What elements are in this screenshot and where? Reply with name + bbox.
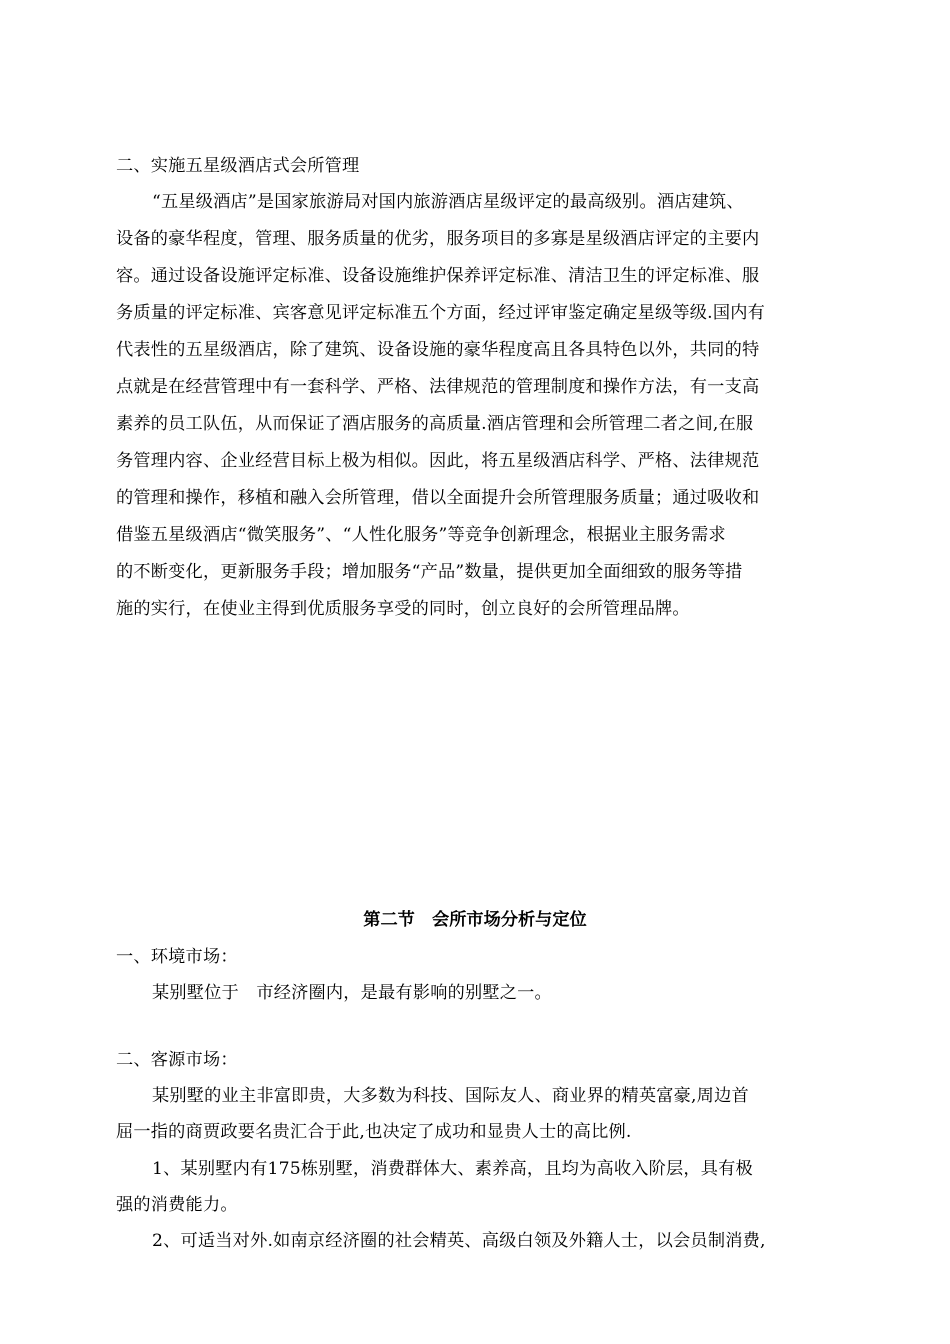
paragraph-line: 屈一指的商贾政要名贵汇合于此,也决定了成功和显贵人士的高比例. bbox=[116, 1122, 632, 1142]
paragraph-line: 某别墅位于 市经济圈内，是最有影响的别墅之一。 bbox=[152, 983, 552, 1003]
paragraph-line: 设备的豪华程度，管理、服务质量的优劣，服务项目的多寡是星级酒店评定的主要内 bbox=[116, 229, 760, 249]
paragraph-line: 施的实行，在使业主得到优质服务享受的同时，创立良好的会所管理品牌。 bbox=[116, 599, 690, 619]
paragraph-line: 的不断变化，更新服务手段；增加服务“产品”数量，提供更加全面细致的服务等措 bbox=[116, 562, 743, 582]
paragraph-line: 借鉴五星级酒店“微笑服务”、“人性化服务”等竞争创新理念，根据业主服务需求 bbox=[116, 525, 726, 545]
list-item-line: 1、某别墅内有175栋别墅，消费群体大、素养高，且均为高收入阶层，具有极 bbox=[152, 1159, 753, 1179]
section-heading-five-star-management: 二、实施五星级酒店式会所管理 bbox=[116, 156, 360, 176]
paragraph-line: 容。通过设备设施评定标准、设备设施维护保养评定标准、清洁卫生的评定标准、服 bbox=[116, 266, 760, 286]
subheading-environment-market: 一、环境市场： bbox=[116, 947, 238, 967]
paragraph-line: 某别墅的业主非富即贵，大多数为科技、国际友人、商业界的精英富豪,周边首 bbox=[152, 1086, 749, 1106]
section-title-market-analysis: 第二节 会所市场分析与定位 bbox=[363, 910, 587, 930]
paragraph-line: 代表性的五星级酒店，除了建筑、设备设施的豪华程度高且各具特色以外，共同的特 bbox=[116, 340, 760, 360]
subheading-customer-market: 二、客源市场： bbox=[116, 1050, 238, 1070]
paragraph-line: 的管理和操作，移植和融入会所管理，借以全面提升会所管理服务质量；通过吸收和 bbox=[116, 488, 760, 508]
list-item-line: 强的消费能力。 bbox=[116, 1195, 238, 1215]
list-item-line: 2、可适当对外.如南京经济圈的社会精英、高级白领及外籍人士，以会员制消费, bbox=[152, 1231, 766, 1251]
paragraph-line: “五星级酒店”是国家旅游局对国内旅游酒店星级评定的最高级别。酒店建筑、 bbox=[152, 192, 744, 212]
paragraph-line: 务质量的评定标准、宾客意见评定标准五个方面，经过评审鉴定确定星级等级.国内有 bbox=[116, 303, 766, 323]
paragraph-line: 点就是在经营管理中有一套科学、严格、法律规范的管理制度和操作方法，有一支高 bbox=[116, 377, 760, 397]
paragraph-line: 素养的员工队伍，从而保证了酒店服务的高质量.酒店管理和会所管理二者之间,在服 bbox=[116, 414, 754, 434]
paragraph-line: 务管理内容、企业经营目标上极为相似。因此，将五星级酒店科学、严格、法律规范 bbox=[116, 451, 760, 471]
